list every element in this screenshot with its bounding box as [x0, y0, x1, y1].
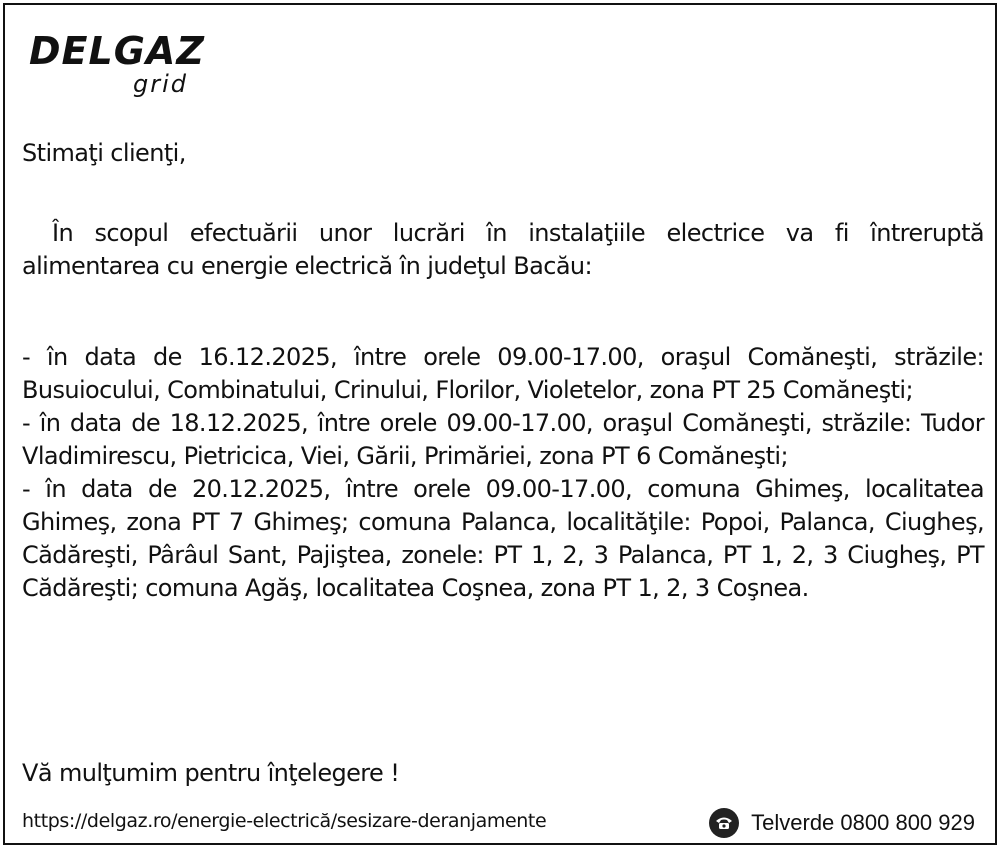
footer-url-link[interactable]: https://delgaz.ro/energie-electrică/sesizare-deranjamente — [22, 810, 547, 832]
telephone-icon — [709, 808, 739, 838]
outage-item: - în data de 16.12.2025, între orele 09.00-17.00, oraşul Comăneşti, străzile: Busuiocului, Combinatului, Crinului, Florilor, Violetelor, zona PT 25 Comăneşti; — [22, 343, 984, 404]
logo-main-text: DELGAZ — [29, 29, 205, 73]
delgaz-grid-logo — [29, 31, 209, 103]
outage-item: - în data de 18.12.2025, între orele 09.00-17.00, oraşul Comăneşti, străzile: Tudor Vladimirescu, Pietricica, Viei, Gării, Primăriei, zona PT 6 Comăneşti; — [22, 409, 984, 470]
notice-frame — [3, 3, 997, 845]
outage-list — [22, 341, 984, 605]
outage-item: - în data de 20.12.2025, între orele 09.00-17.00, comuna Ghimeş, localitatea Ghimeş, zona PT 7 Ghimeş; comuna Palanca, localităţile: Popoi, Palanca, Ciugheş, Cădăreşti, Pârâul Sant, Pajiştea, zonele: PT 1, 2, 3 Palanca, PT 1, 2, 3 Ciugheş, PT Cădăreşti; comuna Agăş, localitatea Coşnea, zona PT 1, 2, 3 Coşnea. — [22, 475, 984, 602]
greeting: Stimaţi clienţi, — [22, 139, 186, 167]
thanks-line: Vă mulţumim pentru înţelegere ! — [22, 759, 400, 787]
logo-sub-text: grid — [133, 70, 189, 98]
intro-paragraph: În scopul efectuării unor lucrări în instalaţiile electrice va fi întreruptă alimentarea cu energie electrică în judeţul Bacău: — [22, 219, 984, 280]
footer-phone — [709, 808, 975, 838]
telverde-number: Telverde 0800 800 929 — [751, 810, 975, 835]
